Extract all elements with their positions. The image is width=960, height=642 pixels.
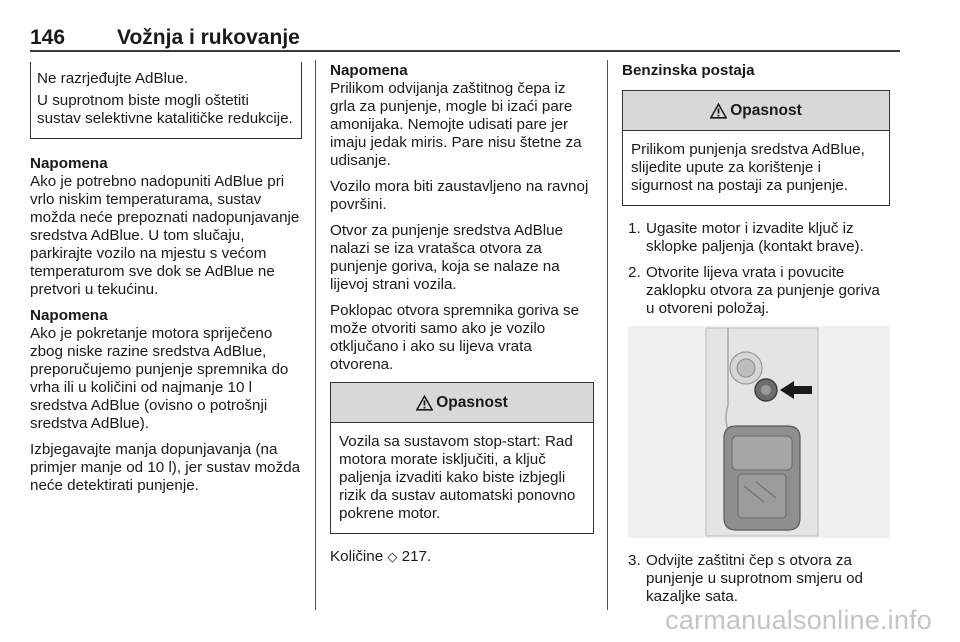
column-1 bbox=[30, 62, 302, 503]
caution-line: U suprotnom biste mogli oštetiti sustav selektivne katalitičke redukcije. bbox=[37, 92, 293, 127]
danger-header bbox=[623, 91, 889, 131]
step-number: 2. bbox=[628, 264, 641, 281]
note-label: Napomena bbox=[330, 62, 408, 79]
danger-box bbox=[330, 382, 594, 534]
danger-text: Vozila sa sustavom stop-start: Rad motora morate isključiti, a ključ paljenja izvaditi kako biste izbjegli rizik da sustav automatski ponovno pokrene motor. bbox=[339, 433, 576, 522]
list-item bbox=[622, 552, 890, 606]
step-text: Odvijte zaštitni čep s otvora za punjenje u suprotnom smjeru od kazaljke sata. bbox=[646, 552, 863, 605]
step-number: 3. bbox=[628, 552, 641, 569]
warning-triangle-icon bbox=[416, 395, 433, 411]
note bbox=[30, 307, 302, 433]
page-number: 146 bbox=[30, 26, 66, 49]
column-divider bbox=[607, 60, 608, 610]
section-title: Vožnja i rukovanje bbox=[117, 26, 300, 49]
list-item bbox=[622, 220, 890, 256]
note bbox=[330, 62, 594, 170]
note-text: Ako je pokretanje motora spriječeno zbog niske razine sredstva AdBlue, preporučujemo punjenje spremnika do vrha ili u količini od najmanje 10 l sredstva AdBlue (ovisno o potrošnji sredstva AdBlue). bbox=[30, 325, 289, 432]
fuel-filler-illustration bbox=[628, 326, 890, 538]
note bbox=[30, 155, 302, 299]
reference-text: Količine bbox=[330, 548, 384, 565]
step-text: Ugasite motor i izvadite ključ iz sklopke paljenja (kontakt brave). bbox=[646, 220, 864, 255]
warning-triangle-icon bbox=[710, 103, 727, 119]
column-divider bbox=[315, 60, 316, 610]
column-2 bbox=[330, 62, 594, 574]
danger-header bbox=[331, 383, 593, 423]
filler-flap-drawing bbox=[628, 326, 890, 538]
note-label: Napomena bbox=[30, 155, 108, 172]
note-label: Napomena bbox=[30, 307, 108, 324]
list-item bbox=[622, 264, 890, 318]
paragraph: Poklopac otvora spremnika goriva se može otvoriti samo ako je vozilo otključano i ako su lijeva vrata otvorena. bbox=[330, 302, 580, 373]
paragraph: Otvor za punjenje sredstva AdBlue nalazi se iza vratašca otvora za punjenje goriva, koja se nalaze na lijevoj strani vozila. bbox=[330, 222, 564, 293]
cross-reference bbox=[330, 548, 594, 566]
watermark: carmanualsonline.info bbox=[665, 605, 932, 635]
caution-line: Ne razrjeđujte AdBlue. bbox=[37, 70, 189, 87]
step-number: 1. bbox=[628, 220, 641, 237]
note-text: Prilikom odvijanja zaštitnog čepa iz grla za punjenje, mogle bi izaći pare amonijaka. Nemojte udisati pare jer imaju jedak miris. Pare nisu štetne za udisanje. bbox=[330, 80, 582, 169]
danger-title: Opasnost bbox=[436, 393, 508, 411]
steps-list bbox=[622, 220, 890, 318]
paragraph: Izbjegavajte manja dopunjavanja (na primjer manje od 10 l), jer sustav možda neće detektirati punjenje. bbox=[30, 441, 301, 494]
danger-title: Opasnost bbox=[730, 101, 802, 119]
reference-page[interactable]: 217. bbox=[401, 548, 432, 565]
step-text: Otvorite lijeva vrata i povucite zaklopku otvora za punjenje goriva u otvoreni položaj. bbox=[646, 264, 880, 317]
subheading: Benzinska postaja bbox=[622, 62, 755, 79]
paragraph: Vozilo mora biti zaustavljeno na ravnoj površini. bbox=[330, 178, 589, 213]
caution-box bbox=[30, 62, 302, 139]
danger-text: Prilikom punjenja sredstva AdBlue, slijedite upute za korištenje i sigurnost na postaji za punjenje. bbox=[631, 141, 865, 194]
column-3 bbox=[622, 62, 890, 614]
danger-box bbox=[622, 90, 890, 206]
reference-arrow-icon: ◇ bbox=[387, 549, 398, 564]
note-text: Ako je potrebno nadopuniti AdBlue pri vrlo niskim temperaturama, sustav možda neće prepoznati nadopunjavanje sredstva AdBlue. U tom slučaju, parkirajte vozilo na mjestu s većom temperaturom sve dok se AdBlue ne pretvori u tekućinu. bbox=[30, 173, 300, 298]
steps-list bbox=[622, 552, 890, 606]
page-header bbox=[30, 22, 900, 52]
